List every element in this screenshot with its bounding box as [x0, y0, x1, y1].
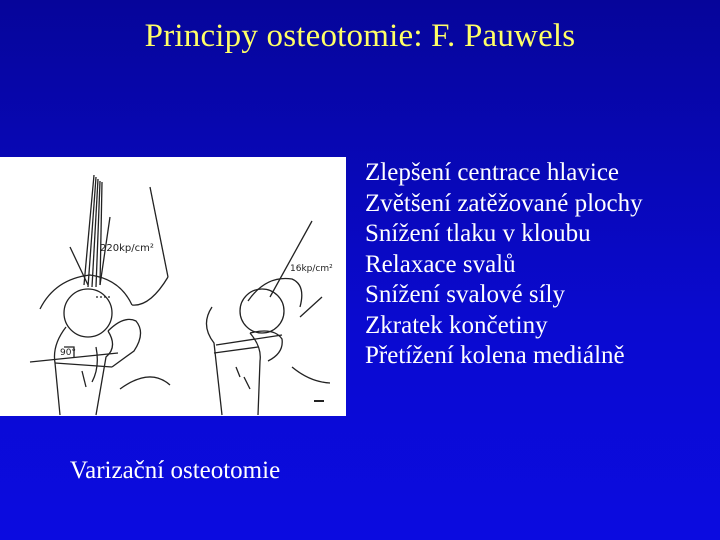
list-item: Přetížení kolena mediálně	[365, 342, 625, 369]
pressure-label-right: 16kp/cm²	[290, 264, 333, 274]
left-femur-drawing	[30, 175, 170, 415]
figure-caption: Varizační osteotomie	[69, 457, 281, 484]
list-item: Snížení tlaku v kloubu	[365, 220, 591, 247]
list-item: Relaxace svalů	[365, 250, 516, 278]
list-item: Zlepšení centrace hlavice	[365, 159, 620, 186]
list-item: Zkratek končetiny	[365, 311, 548, 339]
right-femur-drawing	[206, 221, 330, 415]
slide-title: Principy osteotomie: F. Pauwels	[144, 18, 576, 54]
osteotomy-illustration	[0, 157, 346, 416]
principles-list	[365, 158, 715, 372]
list-item: Snížení svalové síly	[365, 281, 565, 308]
pressure-label-left: 220kp/cm²	[100, 243, 154, 254]
list-item: Zvětšení zatěžované plochy	[365, 189, 643, 217]
angle-label: 90°	[60, 348, 76, 358]
